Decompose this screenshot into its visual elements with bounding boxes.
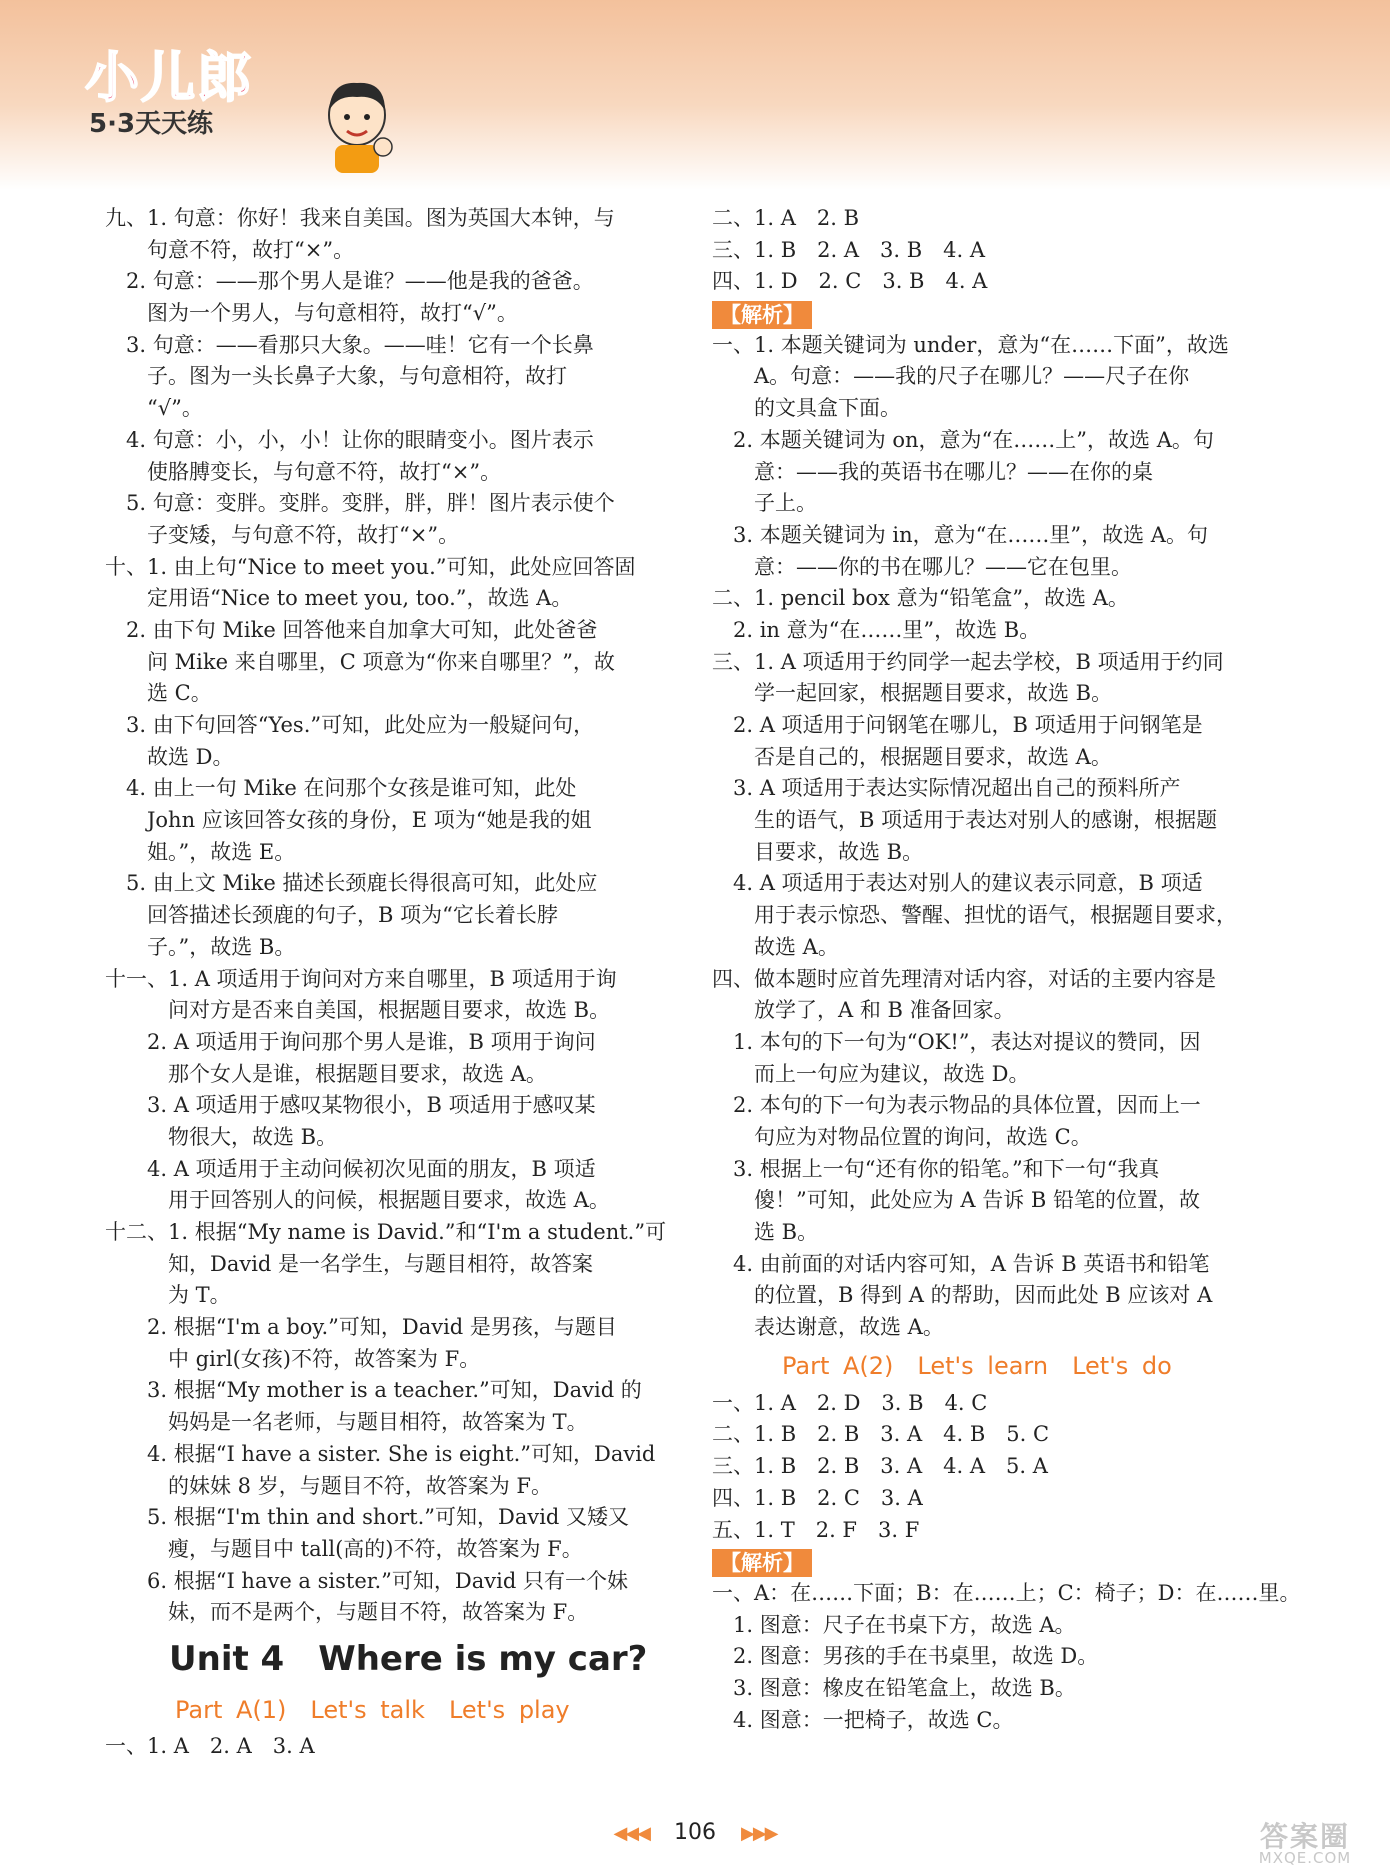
text-line: 选 B。 — [712, 1220, 819, 1244]
brand-name: 小儿郎 — [85, 46, 253, 109]
text-line: 3. 图意：橡皮在铅笔盒上，故选 B。 — [712, 1675, 1076, 1700]
text-line: 子。图为一头长鼻子大象，与句意相符，故打 — [105, 364, 567, 389]
text-line: 为 T。 — [105, 1283, 231, 1308]
text-line: 定用语“Nice to meet you, too.”，故选 A。 — [105, 586, 573, 611]
text-line: 2. 本句的下一句为表示物品的具体位置，因而上一 — [712, 1093, 1201, 1118]
text-line: 意：——你的书在哪儿？——它在包里。 — [712, 554, 1132, 579]
text-line: 子上。 — [712, 491, 817, 516]
text-line: 2. in 意为“在……里”，故选 B。 — [712, 617, 1041, 642]
analysis-tag-line-2 — [712, 1546, 1292, 1578]
text-line: 3. 句意：——看那只大象。——哇！它有一个长鼻 — [105, 332, 594, 357]
text-line: 的文具盒下面。 — [712, 396, 901, 421]
text-line: 2. 句意：——那个男人是谁？——他是我的爸爸。 — [105, 269, 594, 294]
text-line: 物很大，故选 B。 — [105, 1124, 338, 1149]
text-line: 一、A：在……下面；B：在……上；C：椅子；D：在……里。 — [712, 1580, 1301, 1605]
left-column — [105, 203, 685, 1763]
text-line: 4. 句意：小，小，小！让你的眼睛变小。图片表示 — [105, 427, 594, 452]
text-line: 瘦，与题目中 tall(高的)不符，故答案为 F。 — [105, 1536, 583, 1561]
answer-line: 三、1. B 2. A 3. B 4. A — [712, 237, 986, 262]
text-line: 问 Mike 来自哪里，C 项意为“你来自哪里？”，故 — [105, 649, 615, 674]
watermark-main: 答案圈 — [1259, 1819, 1350, 1853]
analysis-tag-line — [712, 298, 1292, 330]
text-line: 否是自己的，根据题目要求，故选 A。 — [712, 744, 1112, 769]
part-title-a2: Part A(2) Let's learn Let's do — [782, 1351, 1172, 1380]
text-line: 意：——我的英语书在哪儿？——在你的桌 — [712, 459, 1153, 484]
text-line: 2. 图意：男孩的手在书桌里，故选 D。 — [712, 1644, 1099, 1669]
text-line: 5. 句意：变胖。变胖。变胖，胖，胖！图片表示使个 — [105, 491, 615, 516]
text-line: 5. 根据“I'm thin and short.”可知，David 又矮又 — [105, 1505, 630, 1530]
part-title-a1: Part A(1) Let's talk Let's play — [175, 1695, 570, 1724]
text-line: 中 girl(女孩)不符，故答案为 F。 — [105, 1346, 481, 1371]
text-line: John 应该回答女孩的身份，E 项为“她是我的姐 — [105, 808, 592, 833]
text-line: 子变矮，与句意不符，故打“×”。 — [105, 522, 460, 547]
text-line: “√”。 — [105, 396, 203, 421]
text-line: 放学了，A 和 B 准备回家。 — [712, 998, 1015, 1023]
text-line: 选 C。 — [105, 681, 212, 706]
text-line: 句意不符，故打“×”。 — [105, 237, 355, 262]
watermark-sub: MXQE.COM — [1258, 1849, 1352, 1868]
text-line: 十一、1. A 项适用于询问对方来自哪里，B 项适用于询 — [105, 966, 617, 991]
text-line: A。句意：——我的尺子在哪儿？——尺子在你 — [712, 364, 1190, 389]
text-line: 子。”，故选 B。 — [105, 934, 296, 959]
text-line: 4. A 项适用于主动问候初次见面的朋友，B 项适 — [105, 1156, 596, 1181]
text-line: 故选 A。 — [712, 934, 839, 959]
unit-title: Unit 4 Where is my car? — [169, 1638, 648, 1679]
text-line: 一、1. 本题关键词为 under，意为“在……下面”，故选 — [712, 332, 1229, 357]
answer-line: 四、1. B 2. C 3. A — [712, 1485, 923, 1510]
text-line: 4. 根据“I have a sister. She is eight.”可知，David — [105, 1441, 656, 1466]
text-line: 3. A 项适用于感叹某物很小，B 项适用于感叹某 — [105, 1093, 596, 1118]
text-line: 3. A 项适用于表达实际情况超出自己的预料所产 — [712, 776, 1181, 801]
text-line: 4. 由前面的对话内容可知，A 告诉 B 英语书和铅笔 — [712, 1251, 1210, 1276]
text-line: 表达谢意，故选 A。 — [712, 1315, 944, 1340]
text-line: 使胳膊变长，与句意不符，故打“×”。 — [105, 459, 502, 484]
text-line: 2. 本题关键词为 on，意为“在……上”，故选 A。句 — [712, 427, 1214, 452]
text-line: 傻！”可知，此处应为 A 告诉 B 铅笔的位置，故 — [712, 1188, 1201, 1213]
page-header — [0, 0, 1390, 190]
answer-line: 五、1. T 2. F 3. F — [712, 1517, 920, 1542]
text-line: 3. 本题关键词为 in，意为“在……里”，故选 A。句 — [712, 522, 1208, 547]
text-line: 而上一句应为建议，故选 D。 — [712, 1061, 1030, 1086]
text-line: 妹，而不是两个，与题目不符，故答案为 F。 — [105, 1600, 589, 1625]
text-line: 图为一个男人，与句意相符，故打“√”。 — [105, 301, 518, 326]
text-line: 四、做本题时应首先理清对话内容，对话的主要内容是 — [712, 966, 1216, 991]
answer-line: 一、1. A 2. A 3. A — [105, 1733, 315, 1758]
text-line: 生的语气，B 项适用于表达对别人的感谢，根据题 — [712, 808, 1218, 833]
text-line: 句应为对物品位置的询问，故选 C。 — [712, 1124, 1092, 1149]
text-line: 1. 图意：尺子在书桌下方，故选 A。 — [712, 1612, 1076, 1637]
watermark — [1230, 1819, 1380, 1868]
text-line: 用于回答别人的问候，根据题目要求，故选 A。 — [105, 1188, 610, 1213]
text-line: 知，David 是一名学生，与题目相符，故答案 — [105, 1251, 594, 1276]
text-line: 1. 本句的下一句为“OK!”，表达对提议的赞同，因 — [712, 1029, 1201, 1054]
text-line: 九、1. 句意：你好！我来自美国。图为英国大本钟，与 — [105, 206, 615, 230]
answer-line: 三、1. B 2. B 3. A 4. A 5. A — [712, 1454, 1048, 1479]
text-line: 三、1. A 项适用于约同学一起去学校，B 项适用于约同 — [712, 649, 1224, 674]
prev-arrows-icon: ◀◀◀ — [613, 1823, 649, 1844]
text-line: 那个女人是谁，根据题目要求，故选 A。 — [105, 1061, 547, 1086]
text-line: 4. 图意：一把椅子，故选 C。 — [712, 1707, 1014, 1732]
text-line: 学一起回家，根据题目要求，故选 B。 — [712, 681, 1113, 706]
next-arrows-icon: ▶▶▶ — [741, 1823, 777, 1844]
text-line: 问对方是否来自美国，根据题目要求，故选 B。 — [105, 998, 611, 1023]
text-line: 姐。”，故选 E。 — [105, 839, 296, 864]
text-line: 回答描述长颈鹿的句子，B 项为“它长着长脖 — [105, 903, 558, 928]
text-line: 十二、1. 根据“My name is David.”和“I'm a student.”可 — [105, 1220, 667, 1244]
text-line: 3. 根据上一句“还有你的铅笔。”和下一句“我真 — [712, 1156, 1160, 1181]
text-line: 4. A 项适用于表达对别人的建议表示同意，B 项适 — [712, 871, 1203, 896]
analysis-tag: 【解析】 — [712, 301, 812, 329]
text-line: 2. A 项适用于问钢笔在哪儿，B 项适用于问钢笔是 — [712, 713, 1203, 737]
text-line: 6. 根据“I have a sister.”可知，David 只有一个妹 — [105, 1568, 628, 1593]
text-line: 的位置，B 得到 A 的帮助，因而此处 B 应该对 A — [712, 1283, 1213, 1308]
text-line: 目要求，故选 B。 — [712, 839, 924, 864]
answer-line: 二、1. A 2. B — [712, 206, 860, 230]
right-column — [712, 203, 1301, 1736]
text-line: 2. 根据“I'm a boy.”可知，David 是男孩，与题目 — [105, 1315, 617, 1340]
text-line: 5. 由上文 Mike 描述长颈鹿长得很高可知，此处应 — [105, 871, 598, 896]
text-line: 3. 由下句回答“Yes.”可知，此处应为一般疑问句， — [105, 713, 595, 737]
text-line: 用于表示惊恐、警醒、担忧的语气，根据题目要求， — [712, 903, 1237, 928]
brand-subtitle: 5·3天天练 — [89, 109, 214, 139]
page-number: 106 — [674, 1820, 716, 1845]
answer-line: 二、1. B 2. B 3. A 4. B 5. C — [712, 1422, 1050, 1447]
answer-line: 四、1. D 2. C 3. B 4. A — [712, 269, 988, 294]
text-line: 3. 根据“My mother is a teacher.”可知，David 的 — [105, 1378, 642, 1403]
text-line: 2. 由下句 Mike 回答他来自加拿大可知，此处爸爸 — [105, 617, 598, 642]
text-line: 妈妈是一名老师，与题目相符，故答案为 T。 — [105, 1410, 588, 1435]
text-line: 的妹妹 8 岁，与题目不符，故答案为 F。 — [105, 1473, 552, 1498]
answer-line: 一、1. A 2. D 3. B 4. C — [712, 1390, 988, 1415]
text-line: 二、1. pencil box 意为“铅笔盒”，故选 A。 — [712, 586, 1129, 611]
mascot-icon — [317, 75, 397, 175]
text-line: 2. A 项适用于询问那个男人是谁，B 项用于询问 — [105, 1029, 596, 1054]
text-line: 十、1. 由上句“Nice to meet you.”可知，此处应回答固 — [105, 554, 636, 579]
page-footer — [0, 1820, 1390, 1860]
analysis-tag-2: 【解析】 — [712, 1549, 812, 1577]
text-line: 4. 由上一句 Mike 在问那个女孩是谁可知，此处 — [105, 776, 577, 801]
text-line: 故选 D。 — [105, 744, 234, 769]
